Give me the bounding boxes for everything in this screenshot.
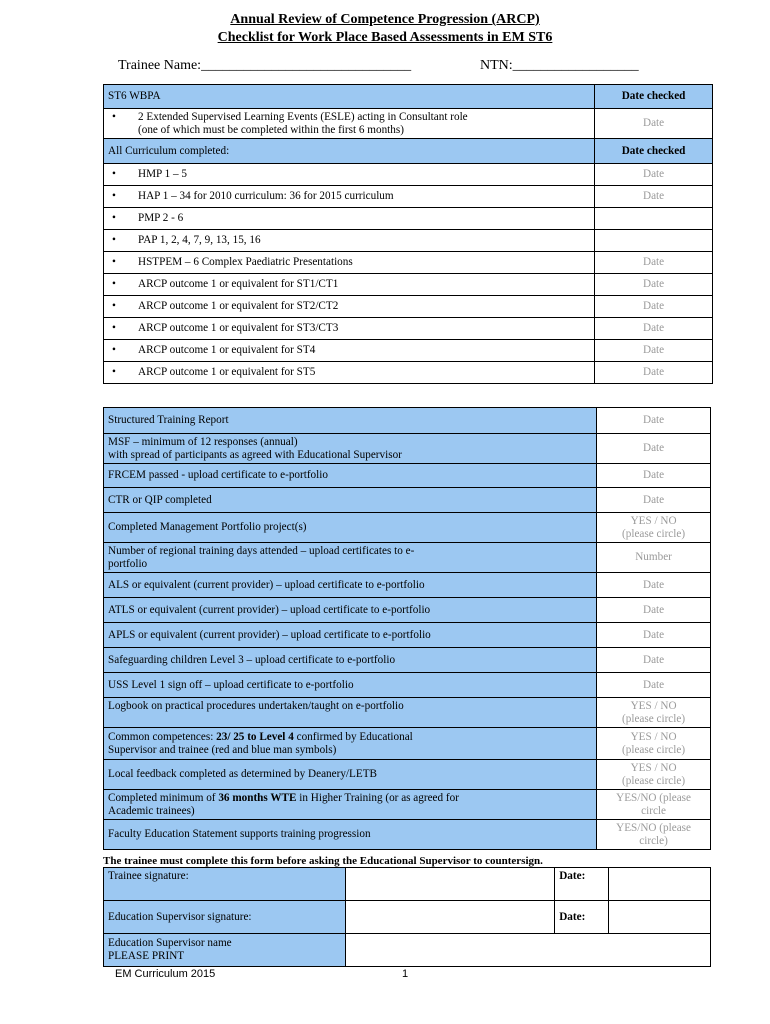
requirement-line2: with spread of participants as agreed with Educational Supervisor — [108, 448, 402, 461]
requirement-cell: Local feedback completed as determined by Deanery/LETB — [104, 760, 597, 790]
requirement-value-cell[interactable] — [597, 728, 711, 760]
requirement-emphasis: 36 months WTE — [218, 791, 297, 804]
requirement-line1: MSF – minimum of 12 responses (annual) — [108, 435, 298, 448]
esle-item: • 2 Extended Supervised Learning Events (ESLE) acting in Consultant role (one of which must be completed within the first 6 months) — [104, 109, 595, 139]
requirement-value-cell[interactable]: Date — [597, 598, 711, 623]
requirement-line2: Supervisor and trainee (red and blue man symbols) — [108, 743, 337, 756]
list-item: • HMP 1 – 5 — [104, 164, 595, 186]
requirement-cell: APLS or equivalent (current provider) – upload certificate to e-portfolio — [104, 623, 597, 648]
value-line2: (please circle) — [622, 527, 686, 540]
item-date-cell[interactable]: Date — [595, 362, 713, 384]
value-line2: circle — [641, 804, 666, 817]
requirement-cell: ALS or equivalent (current provider) – upload certificate to e-portfolio — [104, 573, 597, 598]
requirement-cell: ATLS or equivalent (current provider) – upload certificate to e-portfolio — [104, 598, 597, 623]
supervisor-signature-label: Education Supervisor signature: — [104, 901, 346, 934]
wbpa-heading: ST6 WBPA — [104, 85, 595, 109]
list-item: • HAP 1 – 34 for 2010 curriculum: 36 for 2015 curriculum — [104, 186, 595, 208]
item-date-cell[interactable]: Date — [595, 296, 713, 318]
requirement-cell: USS Level 1 sign off – upload certificate to e-portfolio — [104, 673, 597, 698]
requirement-cell — [104, 728, 597, 760]
supervisor-name-line2: PLEASE PRINT — [108, 950, 185, 962]
date-checked-header-2: Date checked — [595, 139, 713, 164]
trainee-signature-label: Trainee signature: — [104, 868, 346, 901]
requirement-line2: Academic trainees) — [108, 804, 195, 817]
esle-line2: (one of which must be completed within the first 6 months) — [138, 123, 404, 136]
requirement-value-cell[interactable] — [597, 820, 711, 850]
requirement-cell — [104, 790, 597, 820]
value-line1: YES/NO (please — [616, 791, 691, 804]
esle-date-cell[interactable]: Date — [595, 109, 713, 139]
requirement-value-cell[interactable] — [597, 760, 711, 790]
requirement-cell — [104, 434, 597, 464]
value-line1: YES / NO — [630, 730, 677, 743]
requirement-emphasis: 23/ 25 to Level 4 — [216, 730, 294, 743]
form-title: Annual Review of Competence Progression (ARCP) — [230, 12, 540, 27]
item-text: ARCP outcome 1 or equivalent for ST3/CT3 — [138, 322, 339, 334]
list-item: • ARCP outcome 1 or equivalent for ST2/CT2 — [104, 296, 595, 318]
list-item: • ARCP outcome 1 or equivalent for ST5 — [104, 362, 595, 384]
list-item: • PAP 1, 2, 4, 7, 9, 13, 15, 16 — [104, 230, 595, 252]
value-line2: (please circle) — [622, 712, 686, 725]
requirement-value-cell[interactable] — [597, 513, 711, 543]
item-text: PMP 2 - 6 — [138, 212, 184, 224]
item-text: HAP 1 – 34 for 2010 curriculum: 36 for 2015 curriculum — [138, 190, 394, 202]
page-number: 1 — [402, 968, 409, 980]
requirement-value-cell[interactable]: Number — [597, 543, 711, 573]
requirement-cell: Logbook on practical procedures undertaken/taught on e-portfolio — [104, 698, 597, 728]
requirement-cell: Faculty Education Statement supports training progression — [104, 820, 597, 850]
requirement-value-cell[interactable]: Date — [597, 573, 711, 598]
ntn-field[interactable]: NTN:__________________ — [480, 58, 639, 73]
requirement-value-cell[interactable] — [597, 698, 711, 728]
footer-curriculum: EM Curriculum 2015 — [115, 968, 216, 980]
item-text: PAP 1, 2, 4, 7, 9, 13, 15, 16 — [138, 234, 261, 246]
signature-table — [103, 867, 711, 967]
item-text: HSTPEM – 6 Complex Paediatric Presentations — [138, 256, 353, 268]
requirement-cell: Structured Training Report — [104, 408, 597, 434]
value-line1: YES / NO — [630, 699, 677, 712]
value-line1: YES / NO — [630, 761, 677, 774]
trainee-info-line — [118, 58, 678, 74]
value-line2: circle) — [639, 834, 668, 847]
item-text: HMP 1 – 5 — [138, 168, 188, 180]
requirement-line2: portfolio — [108, 557, 148, 570]
requirement-value-cell[interactable] — [597, 790, 711, 820]
item-date-cell[interactable]: Date — [595, 252, 713, 274]
countersign-note: The trainee must complete this form before asking the Educational Supervisor to countersign. — [103, 855, 543, 867]
form-subtitle: Checklist for Work Place Based Assessments in EM ST6 — [217, 30, 553, 45]
requirement-cell — [104, 543, 597, 573]
date-checked-header: Date checked — [595, 85, 713, 109]
requirement-text-end: confirmed by Educational — [293, 730, 413, 743]
item-date-cell[interactable]: Date — [595, 274, 713, 296]
trainee-signature-field[interactable] — [345, 868, 555, 901]
supervisor-date-field[interactable] — [609, 901, 711, 934]
requirement-cell: Completed Management Portfolio project(s) — [104, 513, 597, 543]
requirement-value-cell[interactable]: Date — [597, 623, 711, 648]
trainee-date-field[interactable] — [609, 868, 711, 901]
requirement-value-cell[interactable]: Date — [597, 408, 711, 434]
value-line2: (please circle) — [622, 774, 686, 787]
item-text: ARCP outcome 1 or equivalent for ST4 — [138, 344, 316, 356]
supervisor-signature-field[interactable] — [345, 901, 555, 934]
requirement-value-cell[interactable]: Date — [597, 464, 711, 488]
requirements-table — [103, 407, 711, 850]
requirement-cell: FRCEM passed - upload certificate to e-portfolio — [104, 464, 597, 488]
esle-line1: 2 Extended Supervised Learning Events (ESLE) acting in Consultant role — [138, 110, 468, 123]
list-item: • ARCP outcome 1 or equivalent for ST4 — [104, 340, 595, 362]
item-text: ARCP outcome 1 or equivalent for ST2/CT2 — [138, 300, 339, 312]
item-text: ARCP outcome 1 or equivalent for ST5 — [138, 366, 316, 378]
requirement-value-cell[interactable]: Date — [597, 488, 711, 513]
curriculum-heading: All Curriculum completed: — [104, 139, 595, 164]
wbpa-table — [103, 84, 713, 384]
item-date-cell[interactable]: Date — [595, 164, 713, 186]
item-date-cell[interactable] — [595, 208, 713, 230]
date-label-2: Date: — [555, 901, 609, 934]
value-line1: YES/NO (please — [616, 821, 691, 834]
requirement-value-cell[interactable]: Date — [597, 648, 711, 673]
item-text: ARCP outcome 1 or equivalent for ST1/CT1 — [138, 278, 339, 290]
value-line1: YES / NO — [630, 514, 677, 527]
supervisor-name-label — [104, 934, 346, 967]
supervisor-name-field[interactable] — [345, 934, 710, 967]
requirement-cell: Safeguarding children Level 3 – upload certificate to e-portfolio — [104, 648, 597, 673]
requirement-text: Completed minimum of — [108, 791, 219, 804]
list-item: • PMP 2 - 6 — [104, 208, 595, 230]
item-date-cell[interactable]: Date — [595, 186, 713, 208]
date-label: Date: — [555, 868, 609, 901]
item-date-cell[interactable] — [595, 230, 713, 252]
item-date-cell[interactable]: Date — [595, 340, 713, 362]
requirement-cell: CTR or QIP completed — [104, 488, 597, 513]
requirement-value-cell[interactable]: Date — [597, 434, 711, 464]
list-item: • HSTPEM – 6 Complex Paediatric Presentations — [104, 252, 595, 274]
requirement-text: Common competences: — [108, 730, 217, 743]
supervisor-name-line1: Education Supervisor name — [108, 937, 232, 949]
value-line2: (please circle) — [622, 743, 686, 756]
trainee-name-field[interactable]: Trainee Name:______________________________ — [118, 58, 412, 73]
list-item: • ARCP outcome 1 or equivalent for ST1/CT1 — [104, 274, 595, 296]
requirement-line1: Number of regional training days attended – upload certificates to e- — [108, 544, 415, 557]
requirement-value-cell[interactable]: Date — [597, 673, 711, 698]
requirement-text-end: in Higher Training (or as agreed for — [296, 791, 459, 804]
list-item: • ARCP outcome 1 or equivalent for ST3/CT3 — [104, 318, 595, 340]
item-date-cell[interactable]: Date — [595, 318, 713, 340]
